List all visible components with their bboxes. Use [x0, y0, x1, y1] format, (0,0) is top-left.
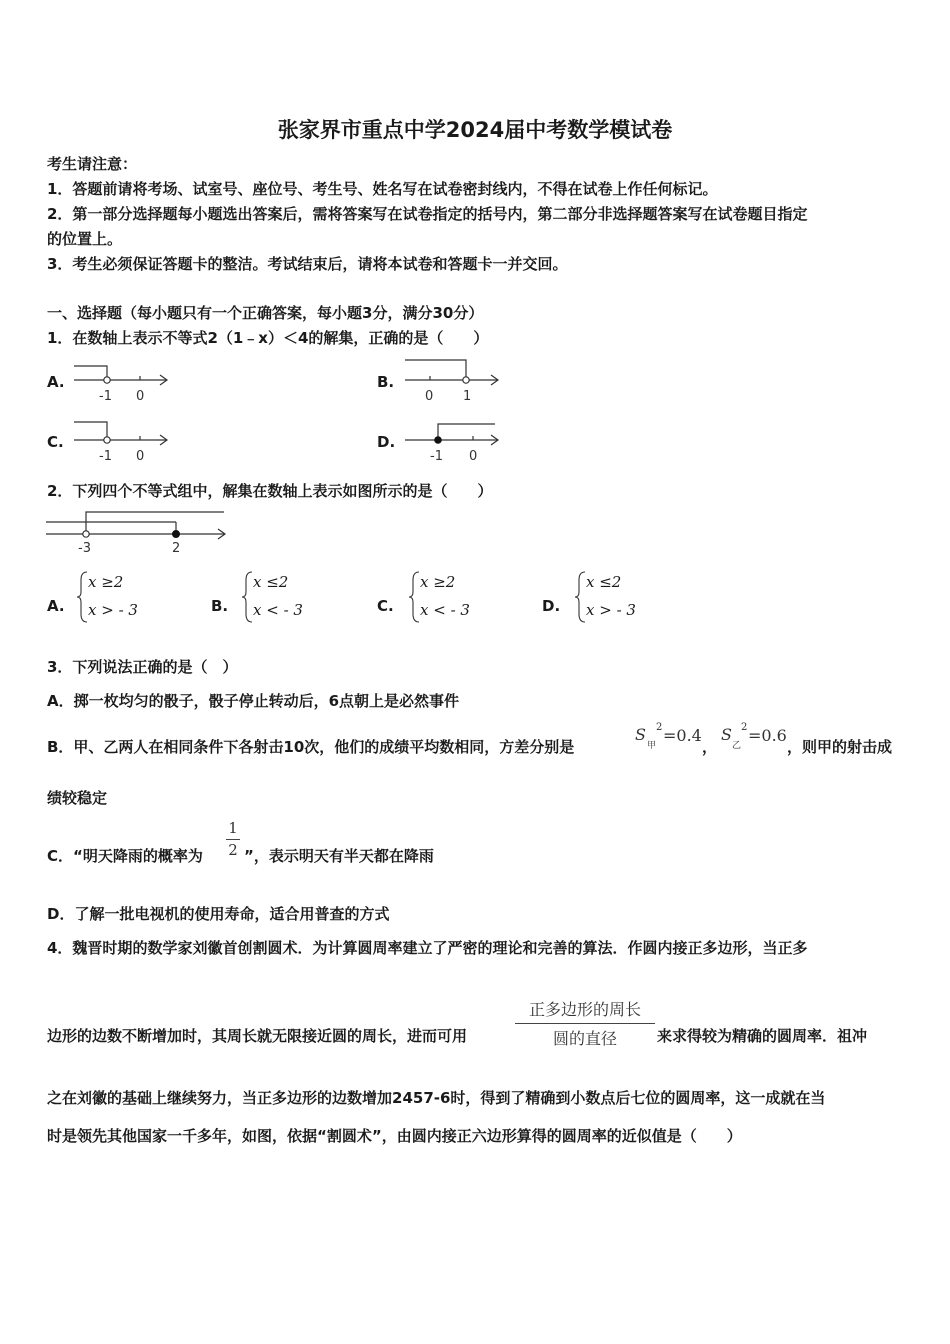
q3-option-d: D．了解一批电视机的使用寿命，适合用普查的方式	[47, 905, 390, 923]
q2-option-c-label: C.	[377, 597, 394, 615]
question-2-stem: 2．下列四个不等式组中，解集在数轴上表示如图所示的是（ ）	[47, 482, 493, 500]
q3-s-yi-value: =0.6	[748, 726, 787, 745]
q1-b-tick-0: 0	[425, 389, 434, 404]
q1-d-tick-0: 0	[469, 449, 478, 464]
q3-s-jia-value: =0.4	[663, 726, 702, 745]
q2-b-line1: x ≤2	[253, 573, 289, 591]
q4-frac-numerator: 正多边形的周长	[528, 1000, 641, 1019]
q3-b-tail: ，则甲的射击成	[787, 738, 893, 756]
q3-option-b: B．甲、乙两人在相同条件下各射击10次，他们的成绩平均数相同，方差分别是	[47, 738, 575, 756]
q1-a-tick-neg1: -1	[99, 389, 112, 404]
q2-a-line2: x > - 3	[88, 601, 138, 619]
q2-numberline	[44, 508, 234, 558]
q3-s-jia-sup: 2	[656, 722, 663, 733]
notice-item-3: 3．考生必须保证答题卡的整洁。考试结束后，请将本试卷和答题卡一并交回。	[47, 255, 568, 273]
q3-s-yi: S	[721, 725, 732, 744]
q3-c-fraction	[226, 819, 240, 859]
q3-b-cont: 绩较稳定	[47, 789, 108, 807]
q3-s-yi-sup: 2	[741, 722, 748, 733]
notice-item-1: 1．答题前请将考场、试室号、座位号、考生号、姓名写在试卷密封线内，不得在试卷上作任何标记。	[47, 180, 718, 198]
q2-d-line2: x > - 3	[586, 601, 636, 619]
q2-d-line1: x ≤2	[586, 573, 622, 591]
q2-option-b-label: B.	[211, 597, 229, 615]
q2-option-a-label: A.	[47, 597, 65, 615]
q2-b-line2: x < - 3	[253, 601, 303, 619]
question-4-line2: 边形的边数不断增加时，其周长就无限接近圆的周长，进而可用	[47, 1027, 468, 1045]
q3-c-numerator: 1	[228, 819, 238, 837]
question-4-line1: 4．魏晋时期的数学家刘徽首创割圆术．为计算圆周率建立了严密的理论和完善的算法．作圆内接正多边形，当正多	[47, 939, 808, 957]
q1-c-tick-0: 0	[136, 449, 145, 464]
q3-c-denominator: 2	[228, 841, 238, 859]
notice-item-2: 2．第一部分选择题每小题选出答案后，需将答案写在试卷指定的括号内，第二部分非选择题答案写在试卷题目指定	[47, 205, 808, 223]
q1-b-tick-1: 1	[463, 389, 472, 404]
q1-option-c-numberline	[72, 418, 172, 464]
section-heading: 一、选择题（每小题只有一个正确答案，每小题3分，满分30分）	[47, 304, 484, 322]
question-3-stem: 3．下列说法正确的是（ ）	[47, 658, 238, 676]
q2-tick-2: 2	[172, 541, 181, 556]
question-4-line3: 之在刘徽的基础上继续努力，当正多边形的边数增加2457-6时，得到了精确到小数点后七位的圆周率，这一成就在当	[47, 1089, 826, 1107]
q1-option-d-label: D.	[377, 433, 396, 451]
q1-a-tick-0: 0	[136, 389, 145, 404]
q3-b-comma: ，	[702, 738, 718, 756]
notice-item-2-cont: 的位置上。	[47, 230, 123, 248]
q1-c-tick-neg1: -1	[99, 449, 112, 464]
q1-option-a-label: A.	[47, 373, 65, 391]
question-1-stem: 1．在数轴上表示不等式2（1﹣x）＜4的解集，正确的是（ ）	[47, 329, 489, 347]
q2-tick-neg3: -3	[78, 541, 91, 556]
q3-option-a: A．掷一枚均匀的骰子，骰子停止转动后，6点朝上是必然事件	[47, 692, 460, 710]
q1-option-b-numberline	[403, 352, 503, 404]
q4-frac-denominator: 圆的直径	[552, 1029, 617, 1048]
q3-s-jia-sub: 甲	[647, 741, 657, 751]
q1-option-c-label: C.	[47, 433, 64, 451]
q2-c-line1: x ≥2	[420, 573, 456, 591]
q2-a-line1: x ≥2	[88, 573, 124, 591]
q1-option-b-label: B.	[377, 373, 395, 391]
q2-option-d-label: D.	[542, 597, 561, 615]
q3-s-yi-sub: 乙	[732, 741, 742, 751]
q1-option-d-numberline	[403, 418, 503, 464]
q1-option-a-numberline	[72, 358, 172, 404]
q2-c-line2: x < - 3	[420, 601, 470, 619]
q3-s-jia: S	[635, 725, 646, 744]
notice-heading: 考生请注意：	[47, 155, 138, 173]
q4-fraction	[515, 997, 655, 1049]
q3-option-c: C．“明天降雨的概率为	[47, 847, 203, 865]
question-4-line4: 时是领先其他国家一千多年，如图，依据“割圆术”，由圆内接正六边形算得的圆周率的近似值是（ ）	[47, 1127, 742, 1145]
q1-d-tick-neg1: -1	[430, 449, 443, 464]
question-4-line2-tail: 来求得较为精确的圆周率．祖冲	[657, 1027, 868, 1045]
page-title: 张家界市重点中学2024届中考数学模试卷	[277, 118, 673, 142]
q3-option-c-tail: ”，表示明天有半天都在降雨	[244, 847, 434, 865]
